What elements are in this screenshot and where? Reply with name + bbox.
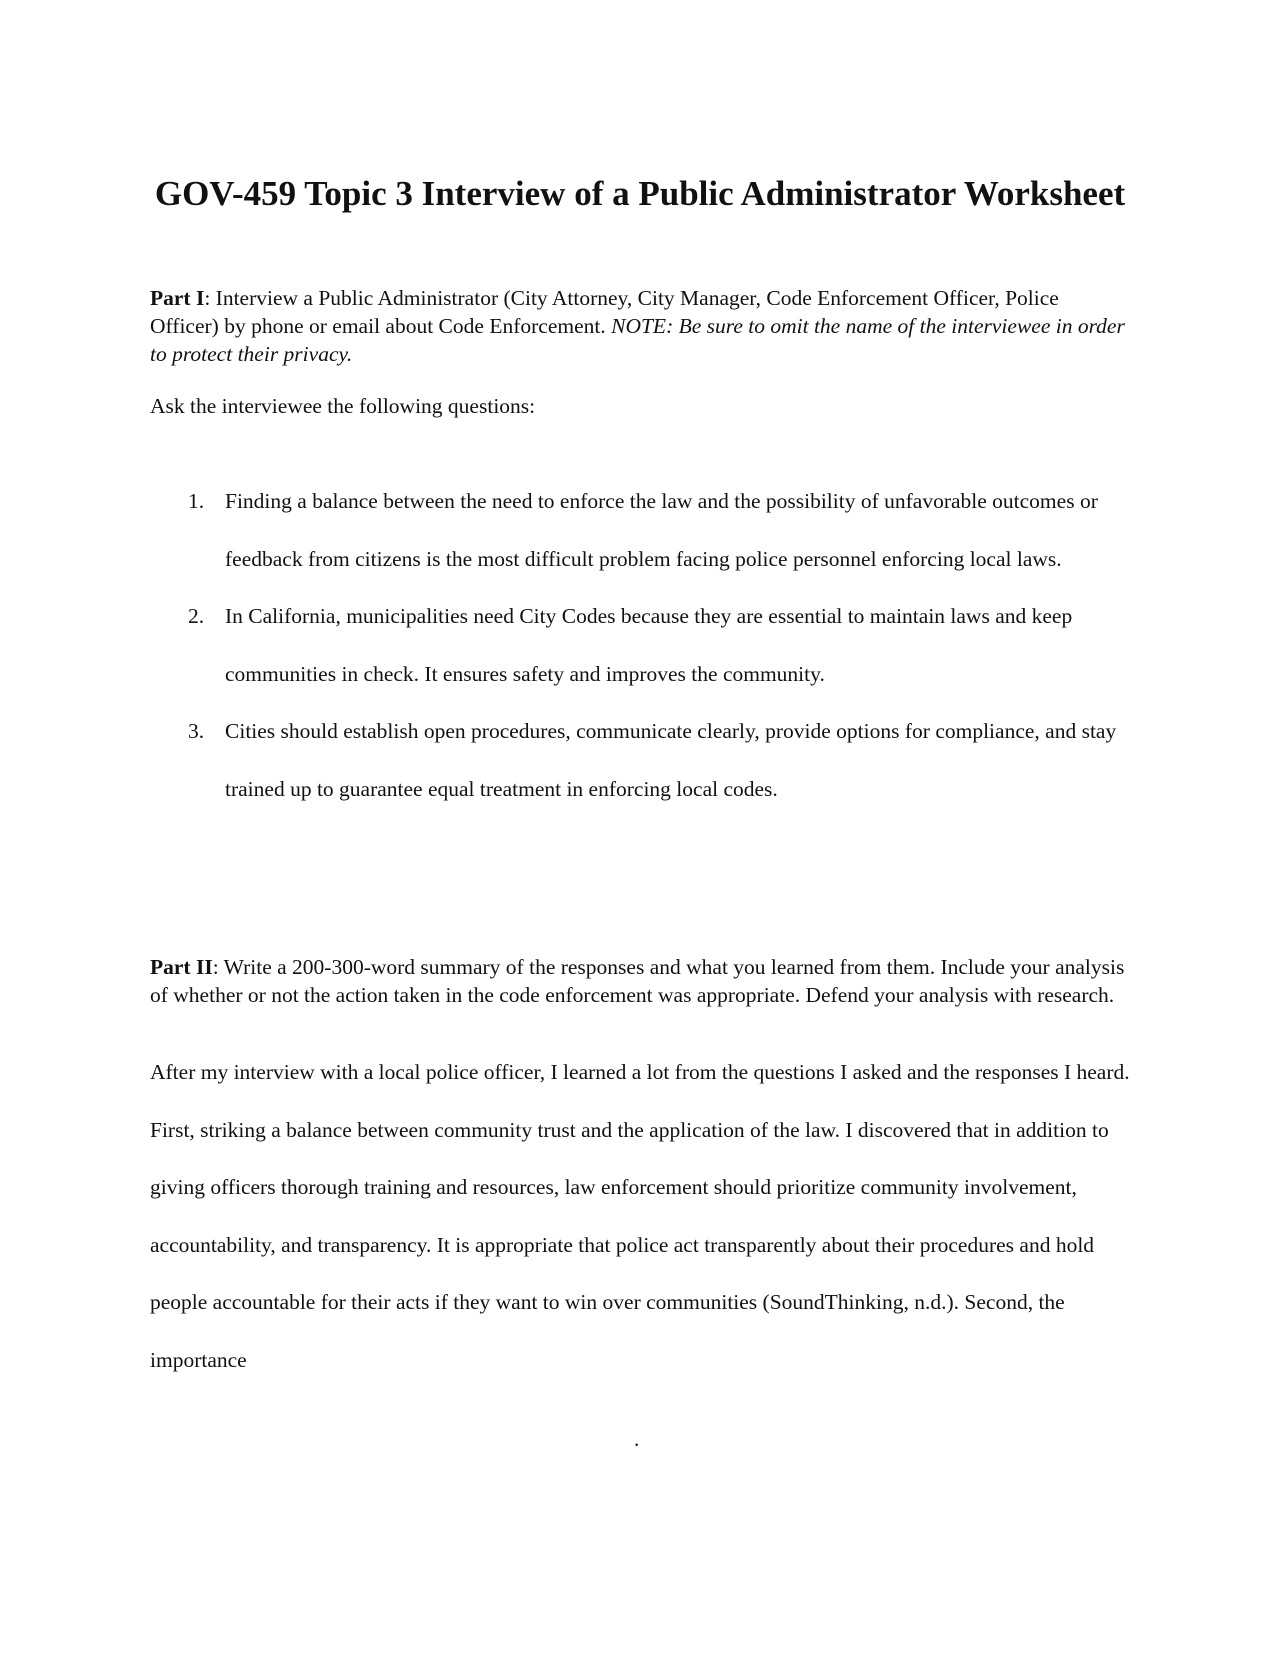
privacy-note: NOTE: Be sure to omit the name of the interviewee in order to protect their privacy. (150, 314, 1125, 366)
answer-text: Cities should establish open procedures, communicate clearly, provide options for compliance, and stay trained up to guarantee equal treatment in enforcing local codes. (225, 719, 1117, 801)
answer-number: 2. (188, 604, 205, 628)
part-two-label: Part II (150, 955, 213, 979)
answer-number: 3. (188, 719, 205, 743)
part-one-label: Part I (150, 286, 205, 310)
footer-mark: . (634, 1427, 640, 1451)
answer-text: Finding a balance between the need to enforce the law and the possibility of unfavorable outcomes or feedback from citizens is the most difficult problem facing police personnel enforcing local laws. (225, 489, 1098, 571)
ask-instruction: Ask the interviewee the following questions: (150, 394, 536, 418)
answer-item (150, 473, 1130, 588)
answer-item (150, 703, 1130, 818)
document-title: GOV-459 Topic 3 Interview of a Public Administrator Worksheet (154, 174, 1126, 213)
answer-number: 1. (188, 489, 205, 513)
part-one-instructions (150, 284, 1130, 368)
summary-essay: After my interview with a local police officer, I learned a lot from the questions I asked and the responses I heard. First, striking a balance between community trust and the application of the law. I discovered that in addition to giving officers thorough training and resources, law enforcement should prioritize community involvement, accountability, and transparency. It is appropriate that police act transparently about their procedures and hold people accountable for their acts if they want to win over communities (SoundThinking, n.d.). Second, the importance (150, 1060, 1130, 1372)
part-one-text: : Interview a Public Administrator (City Attorney, City Manager, Code Enforcement Officer, Police Officer) by phone or email about Code Enforcement. (150, 286, 1059, 338)
answer-list (150, 473, 1130, 818)
answer-item (150, 588, 1130, 703)
part-two-text: : Write a 200-300-word summary of the responses and what you learned from them. Include your analysis of whether or not the action taken in the code enforcement was appropriate. Defend your analysis with research. (150, 955, 1125, 1007)
answer-text: In California, municipalities need City Codes because they are essential to maintain laws and keep communities in check. It ensures safety and improves the community. (225, 604, 1073, 686)
part-two-instructions (150, 953, 1130, 1009)
